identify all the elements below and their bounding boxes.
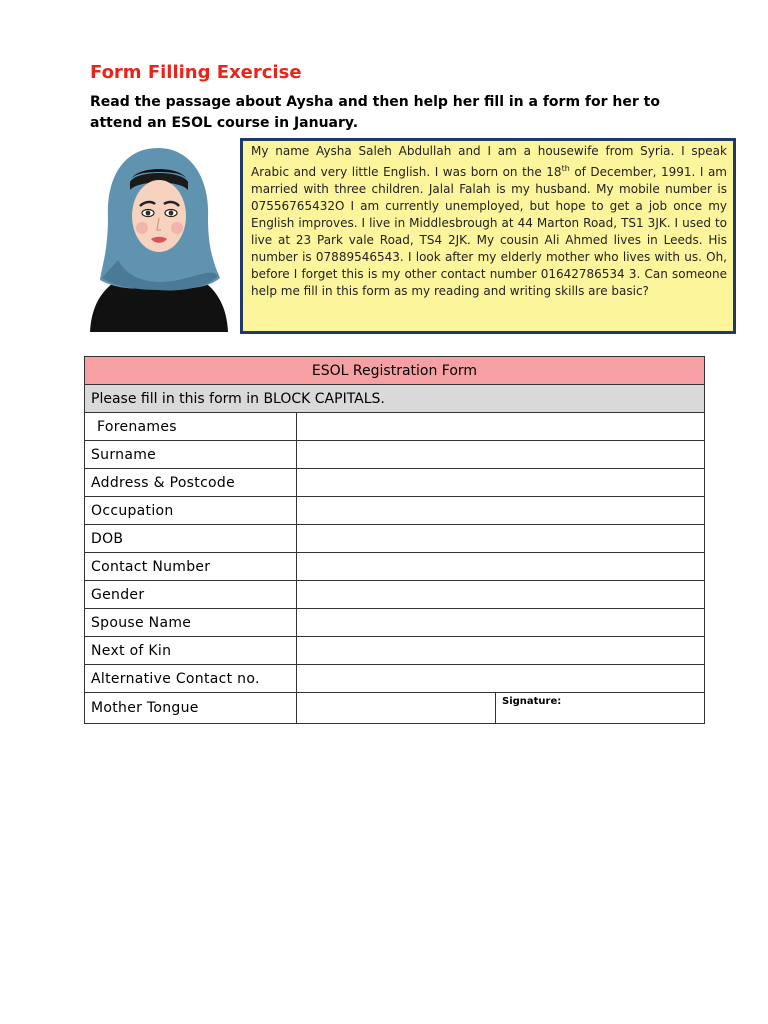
form-row-dob bbox=[85, 525, 705, 553]
esol-registration-form bbox=[84, 356, 705, 724]
passage-text-start: My name Aysha Saleh Abdullah and I am a housewife from Syria. I speak Arabic and very little English. I was born on the 18 bbox=[251, 144, 727, 179]
form-row-mother-tongue bbox=[85, 693, 705, 724]
form-row-forenames bbox=[85, 413, 705, 441]
field-label-contact-number: Contact Number bbox=[85, 553, 297, 581]
form-row-gender bbox=[85, 581, 705, 609]
alternative-contact-input[interactable] bbox=[297, 665, 705, 693]
field-label-alternative-contact: Alternative Contact no. bbox=[85, 665, 297, 693]
passage-text-box bbox=[240, 138, 736, 334]
spouse-name-input[interactable] bbox=[297, 609, 705, 637]
forenames-input[interactable] bbox=[297, 413, 705, 441]
signature-field[interactable]: Signature: bbox=[496, 693, 705, 724]
form-row-surname bbox=[85, 441, 705, 469]
field-label-gender: Gender bbox=[85, 581, 297, 609]
dob-input[interactable] bbox=[297, 525, 705, 553]
passage-ordinal-suffix: th bbox=[561, 164, 570, 173]
field-label-surname: Surname bbox=[85, 441, 297, 469]
contact-number-input[interactable] bbox=[297, 553, 705, 581]
address-postcode-input[interactable] bbox=[297, 469, 705, 497]
form-row-next-of-kin bbox=[85, 637, 705, 665]
mother-tongue-input[interactable] bbox=[297, 693, 496, 724]
form-row-alternative-contact bbox=[85, 665, 705, 693]
field-label-dob: DOB bbox=[85, 525, 297, 553]
passage-text-end: of December, 1991. I am married with three children. Jalal Falah is my husband. My mobile number is 07556765432O I am currently unemployed, but hope to get a job once my English improves. I live in Middlesbrough at 44 Marton Road, TS1 3JK. I used to live at 23 Park vale Road, TS4 2JK. My cousin Ali Ahmed lives in Leeds. His number is 07889546543. I look after my elderly mother who lives with us. Oh, before I forget this is my other contact number 01642786534 3. Can someone help me fill in this form as my reading and writing skills are basic? bbox=[251, 165, 727, 298]
form-row-contact-number bbox=[85, 553, 705, 581]
form-row-address bbox=[85, 469, 705, 497]
form-title: ESOL Registration Form bbox=[85, 357, 705, 385]
field-label-spouse-name: Spouse Name bbox=[85, 609, 297, 637]
form-row-spouse-name bbox=[85, 609, 705, 637]
occupation-input[interactable] bbox=[297, 497, 705, 525]
woman-in-hijab-icon bbox=[88, 140, 230, 332]
form-title-row bbox=[85, 357, 705, 385]
field-label-mother-tongue: Mother Tongue bbox=[85, 693, 297, 724]
field-label-address: Address & Postcode bbox=[85, 469, 297, 497]
exercise-instructions: Read the passage about Aysha and then help her fill in a form for her to attend an ESOL course in January. bbox=[90, 94, 660, 131]
form-instruction: Please fill in this form in BLOCK CAPITALS. bbox=[85, 385, 705, 413]
next-of-kin-input[interactable] bbox=[297, 637, 705, 665]
surname-input[interactable] bbox=[297, 441, 705, 469]
form-instruction-row bbox=[85, 385, 705, 413]
page-title: Form Filling Exercise bbox=[90, 62, 302, 83]
field-label-next-of-kin: Next of Kin bbox=[85, 637, 297, 665]
field-label-occupation: Occupation bbox=[85, 497, 297, 525]
form-row-occupation bbox=[85, 497, 705, 525]
field-label-forenames: Forenames bbox=[85, 413, 297, 441]
gender-input[interactable] bbox=[297, 581, 705, 609]
